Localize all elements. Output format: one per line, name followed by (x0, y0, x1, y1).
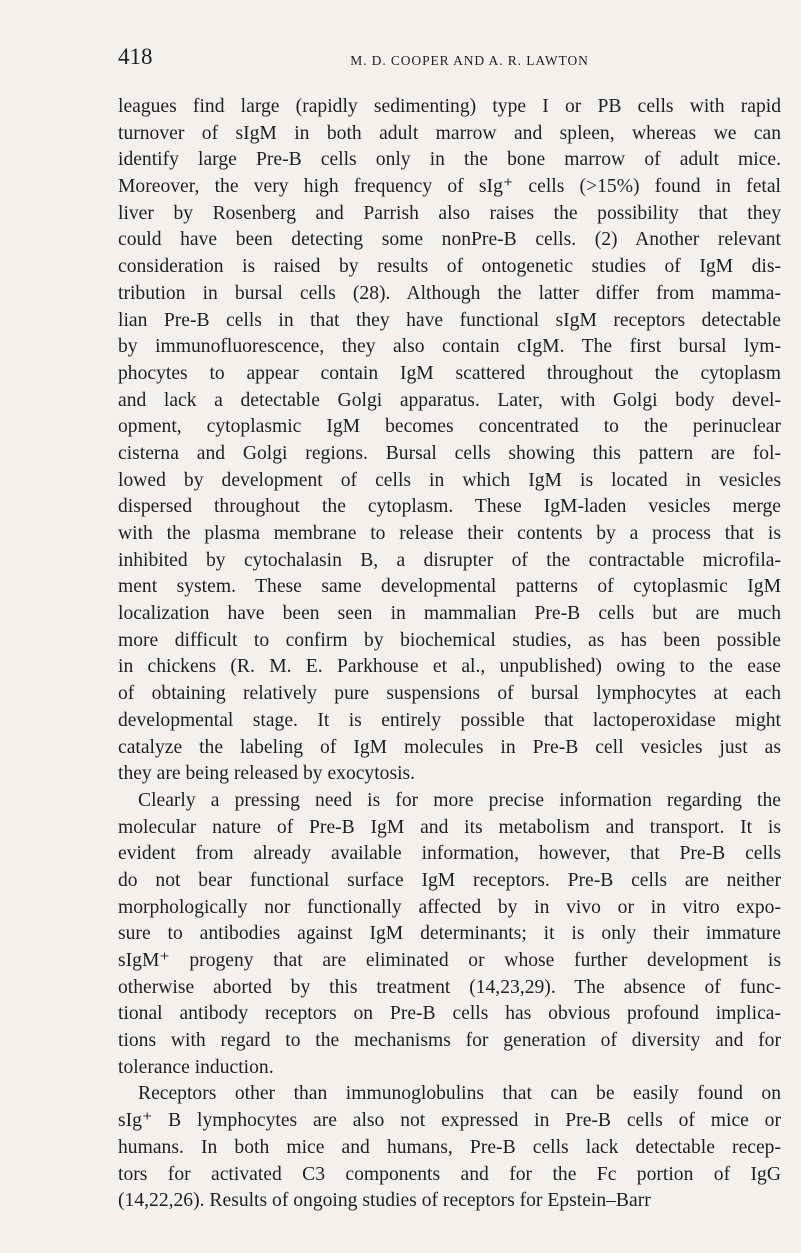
text-line: by immunofluorescence, they also contain cIgM. The first bursal lym- (118, 336, 781, 358)
text-line: of obtaining relatively pure suspensions of bursal lymphocytes at each (118, 683, 781, 705)
text-line: ment system. These same developmental patterns of cytoplasmic IgM (118, 576, 781, 598)
text-line: lian Pre-B cells in that they have functional sIgM receptors detectable (118, 309, 781, 331)
text-line: tors for activated C3 components and for the Fc portion of IgG (118, 1163, 781, 1185)
text-line: inhibited by cytochalasin B, a disrupter of the contractable microfila- (118, 549, 781, 571)
text-line: sIg⁺ B lymphocytes are also not expressed in Pre-B cells of mice or (118, 1110, 781, 1132)
body-text (118, 94, 781, 1215)
text-line: they are being released by exocytosis. (118, 763, 416, 785)
text-line: (14,22,26). Results of ongoing studies of receptors for Epstein–Barr (118, 1190, 651, 1212)
page-number: 418 (118, 44, 153, 69)
text-line: molecular nature of Pre-B IgM and its metabolism and transport. It is (118, 816, 781, 838)
text-line: Clearly a pressing need is for more precise information regarding the (138, 789, 781, 811)
text-line: with the plasma membrane to release their contents by a process that is (118, 523, 781, 544)
text-line: identify large Pre-B cells only in the bone marrow of adult mice. (118, 149, 781, 171)
text-line: morphologically nor functionally affected by in vivo or in vitro expo- (118, 896, 781, 918)
text-line: more difficult to confirm by biochemical studies, as has been possible (118, 629, 781, 651)
paragraph (118, 1081, 781, 1214)
text-line: sIgM⁺ progeny that are eliminated or whose further development is (118, 950, 781, 971)
text-line: tolerance induction. (118, 1056, 274, 1078)
text-line: tional antibody receptors on Pre-B cells has obvious profound implica- (118, 1003, 781, 1025)
text-line: Receptors other than immunoglobulins that can be easily found on (138, 1083, 781, 1105)
text-line: phocytes to appear contain IgM scattered throughout the cytoplasm (118, 362, 781, 384)
paragraph (118, 94, 781, 788)
text-line: tions with regard to the mechanisms for generation of diversity and for (118, 1030, 781, 1052)
text-line: leagues find large (rapidly sedimenting) type I or PB cells with rapid (118, 96, 781, 117)
text-line: tribution in bursal cells (28). Although the latter differ from mamma- (118, 282, 781, 304)
text-line: lowed by development of cells in which IgM is located in vesicles (118, 469, 781, 491)
text-line: opment, cytoplasmic IgM becomes concentrated to the perinuclear (118, 416, 781, 438)
text-line: and lack a detectable Golgi apparatus. Later, with Golgi body devel- (118, 389, 781, 411)
text-line: cisterna and Golgi regions. Bursal cells showing this pattern are fol- (118, 442, 781, 464)
text-line: humans. In both mice and humans, Pre-B cells lack detectable recep- (118, 1136, 781, 1158)
text-line: catalyze the labeling of IgM molecules in Pre-B cell vesicles just as (118, 736, 781, 758)
text-line: could have been detecting some nonPre-B cells. (2) Another relevant (118, 229, 781, 251)
text-line: in chickens (R. M. E. Parkhouse et al., unpublished) owing to the ease (118, 656, 781, 678)
text-line: localization have been seen in mammalian Pre-B cells but are much (118, 603, 781, 625)
text-line: liver by Rosenberg and Parrish also raises the possibility that they (118, 202, 781, 224)
text-line: sure to antibodies against IgM determinants; it is only their immature (118, 923, 781, 945)
text-line: Moreover, the very high frequency of sIg⁺ cells (>15%) found in fetal (118, 176, 781, 198)
text-line: turnover of sIgM in both adult marrow and spleen, whereas we can (118, 122, 781, 144)
running-head: M. D. COOPER AND A. R. LAWTON (350, 53, 589, 68)
text-line: evident from already available information, however, that Pre-B cells (118, 843, 781, 865)
text-line: dispersed throughout the cytoplasm. These IgM-laden vesicles merge (118, 496, 781, 518)
text-line: developmental stage. It is entirely possible that lactoperoxidase might (118, 709, 781, 731)
text-line: do not bear functional surface IgM receptors. Pre-B cells are neither (118, 869, 781, 891)
text-line: otherwise aborted by this treatment (14,23,29). The absence of func- (118, 976, 781, 998)
text-line: consideration is raised by results of ontogenetic studies of IgM dis- (118, 256, 781, 278)
paragraph (118, 788, 781, 1082)
page-header (118, 44, 781, 72)
